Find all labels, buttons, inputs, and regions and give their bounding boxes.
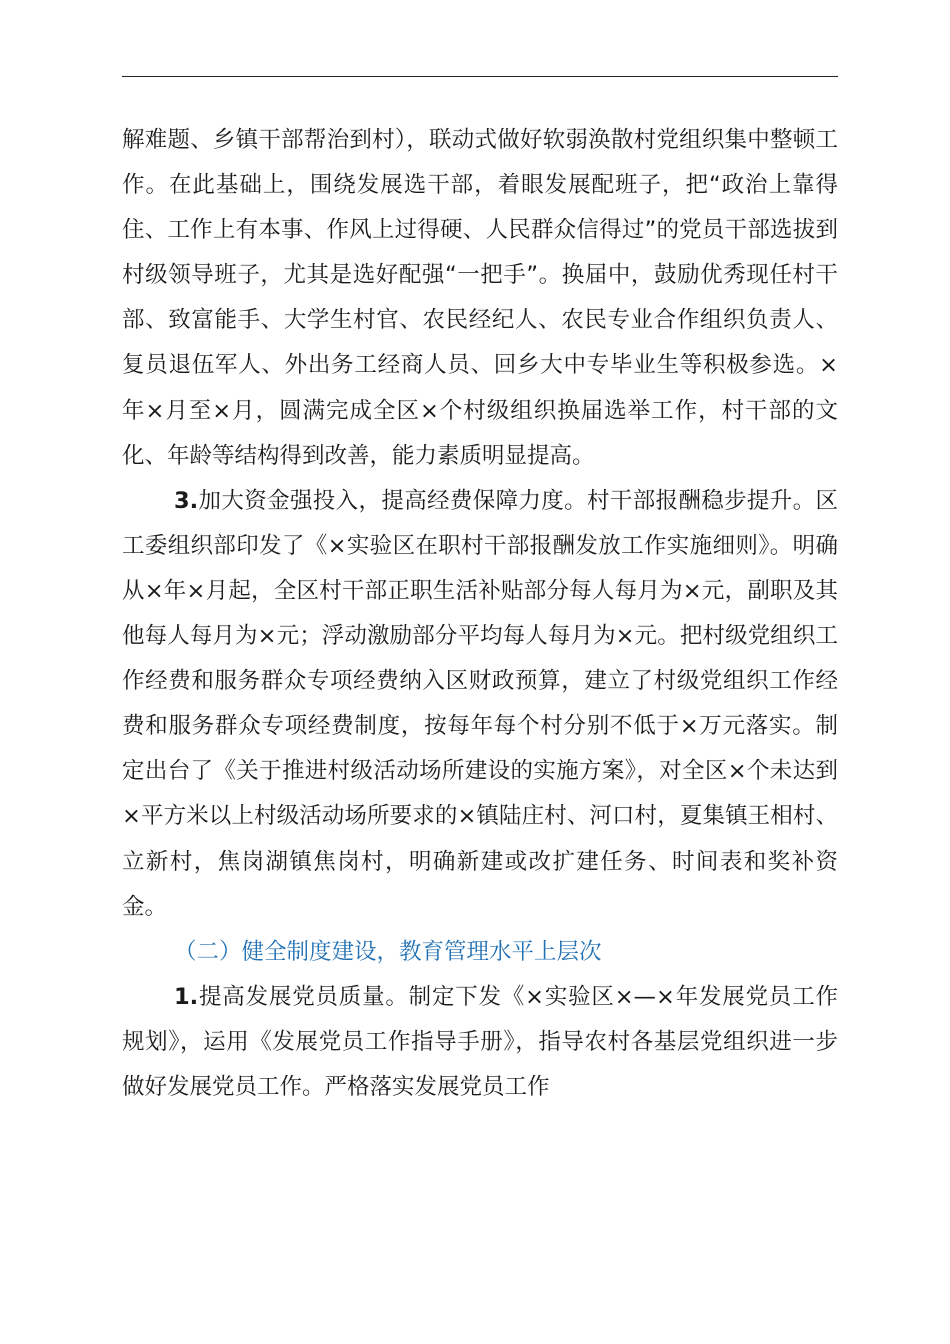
paragraph-funding-text: 加大资金强投入，提高经费保障力度。村干部报酬稳步提升。区工委组织部印发了《×实验区在职村干部报酬发放工作实施细则》。明确从×年×月起，全区村干部正职生活补贴部分每人每月为×元，副职及其他每人每月为×元；浮动激励部分平均每人每月为×元。把村级党组织工作经费和服务群众专项经费纳入区财政预算，建立了村级党组织工作经费和服务群众专项经费制度，按每年每个村分别不低于×万元落实。制定出台了《关于推进村级活动场所建设的实施方案》，对全区×个未达到×平方米以上村级活动场所要求的×镇陆庄村、河口村，夏集镇王相村、立新村，焦岗湖镇焦岗村，明确新建或改扩建任务、时间表和奖补资金。 [122, 487, 838, 920]
header-rule [122, 76, 838, 77]
paragraph-party-members [122, 975, 838, 1110]
item-number-1: 1. [174, 983, 199, 1010]
document-body [122, 118, 838, 1110]
paragraph-funding [122, 479, 838, 930]
paragraph-party-members-text: 提高发展党员质量。制定下发《×实验区×—×年发展党员工作规划》，运用《发展党员工作指导手册》，指导农村各基层党组织进一步做好发展党员工作。严格落实发展党员工作 [122, 983, 838, 1100]
paragraph-continuation: 解难题、乡镇干部帮治到村），联动式做好软弱涣散村党组织集中整顿工作。在此基础上，围绕发展选干部，着眼发展配班子，把“政治上靠得住、工作上有本事、作风上过得硬、人民群众信得过”的党员干部选拔到村级领导班子，尤其是选好配强“一把手”。换届中，鼓励优秀现任村干部、致富能手、大学生村官、农民经纪人、农民专业合作组织负责人、复员退伍军人、外出务工经商人员、回乡大中专毕业生等积极参选。×年×月至×月，圆满完成全区×个村级组织换届选举工作，村干部的文化、年龄等结构得到改善，能力素质明显提高。 [122, 127, 838, 469]
section-heading: （二）健全制度建设，教育管理水平上层次 [174, 938, 602, 965]
item-number-3: 3. [174, 487, 199, 514]
